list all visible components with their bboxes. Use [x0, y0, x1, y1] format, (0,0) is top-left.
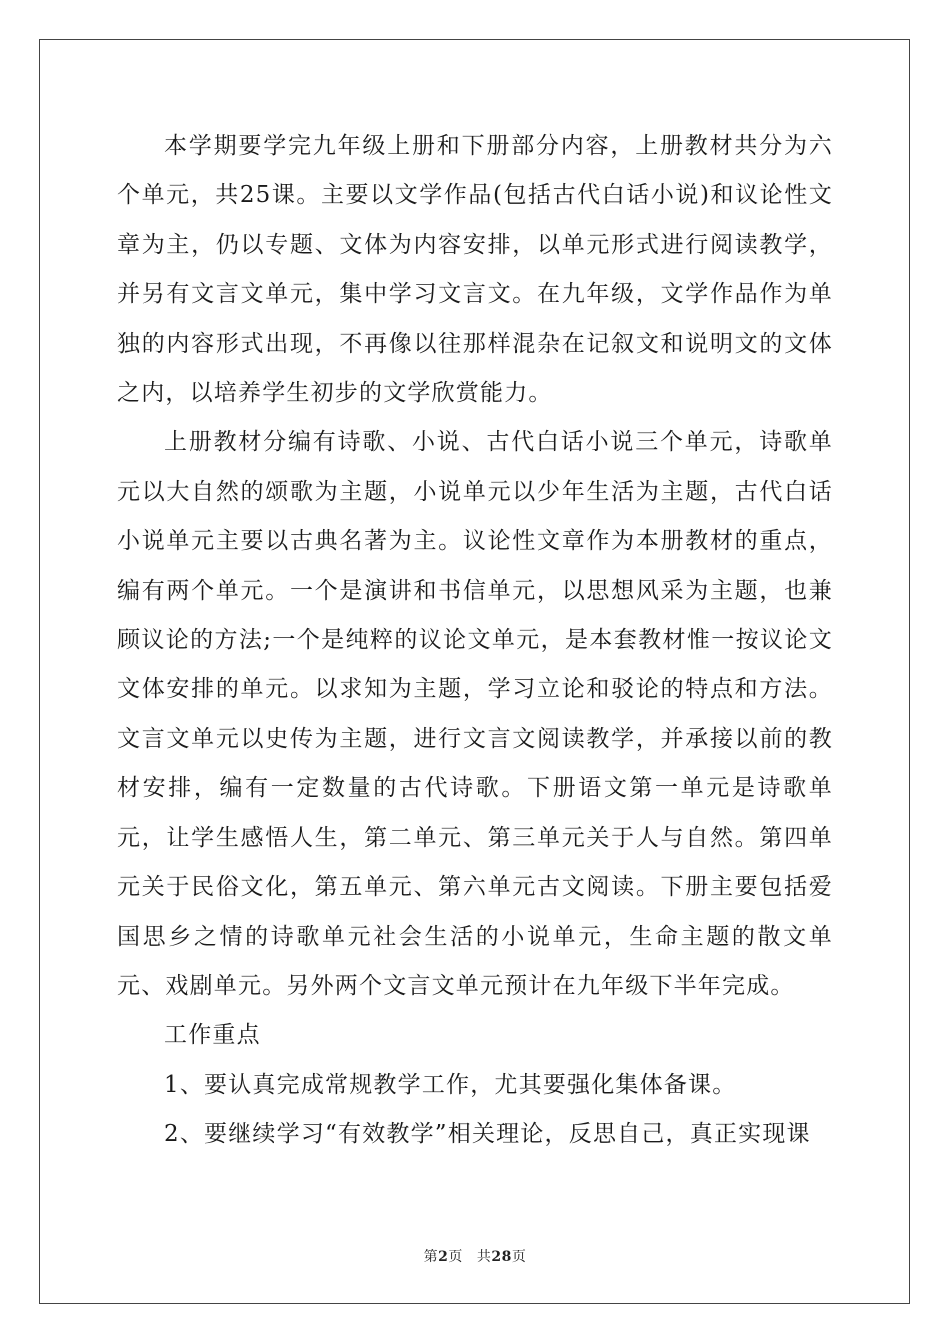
footer-total-pages: 28 — [491, 1249, 512, 1265]
footer-total-suffix: 页 — [511, 1249, 527, 1265]
paragraph-intro: 本学期要学完九年级上册和下册部分内容，上册教材共分为六个单元，共25课。主要以文学作品(包括古代白话小说)和议论性文章为主，仍以专题、文体为内容安排，以单元形式进行阅读教学，并另有文言文单元，集中学习文言文。在九年级，文学作品作为单独的内容形式出现，不再像以往那样混杂在记叙文和说明文的文体之内，以培养学生初步的文学欣赏能力。 — [117, 133, 833, 407]
page-footer — [0, 1246, 950, 1266]
footer-page-prefix: 第 — [423, 1249, 439, 1265]
section-heading-work-focus: 工作重点 — [164, 1022, 261, 1049]
list-item-2: 2、要继续学习“有效教学”相关理论，反思自己，真正实现课 — [164, 1121, 811, 1148]
paragraph-textbook-units: 上册教材分编有诗歌、小说、古代白话小说三个单元，诗歌单元以大自然的颂歌为主题，小说单元以少年生活为主题，古代白话小说单元主要以古典名著为主。议论性文章作为本册教材的重点，编有两个单元。一个是演讲和书信单元，以思想风采为主题，也兼顾议论的方法;一个是纯粹的议论文单元，是本套教材惟一按议论文文体安排的单元。以求知为主题，学习立论和驳论的特点和方法。文言文单元以史传为主题，进行文言文阅读教学，并承接以前的教材安排，编有一定数量的古代诗歌。下册语文第一单元是诗歌单元，让学生感悟人生，第二单元、第三单元关于人与自然。第四单元关于民俗文化，第五单元、第六单元古文阅读。下册主要包括爱国思乡之情的诗歌单元社会生活的小说单元，生命主题的散文单元、戏剧单元。另外两个文言文单元预计在九年级下半年完成。 — [117, 429, 833, 999]
document-body — [117, 122, 833, 1182]
footer-page-number: 2 — [438, 1249, 449, 1265]
footer-total-prefix: 共 — [476, 1249, 492, 1265]
footer-page-suffix: 页 — [448, 1249, 463, 1265]
list-item-1: 1、要认真完成常规教学工作，尤其要强化集体备课。 — [164, 1071, 737, 1098]
